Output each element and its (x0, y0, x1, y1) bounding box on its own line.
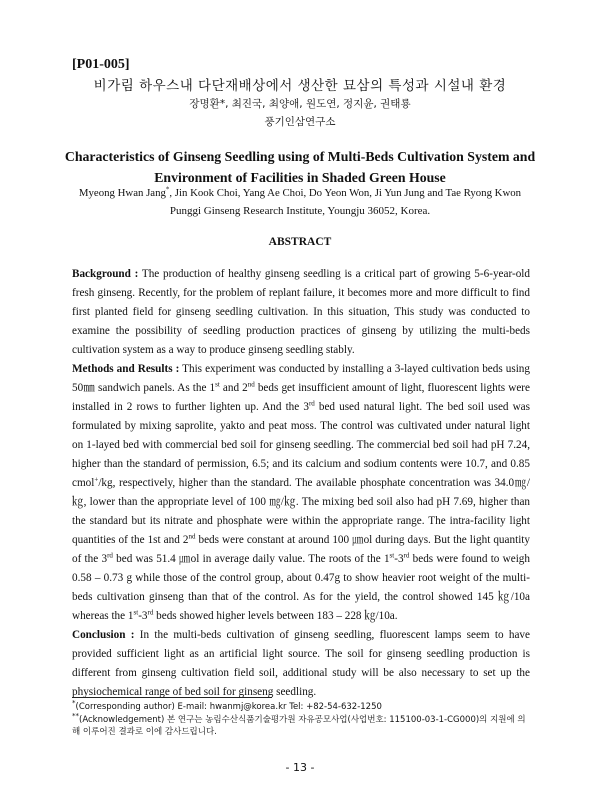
superscript: nd (188, 532, 196, 541)
conclusion-text: In the multi-beds cultivation of ginseng seedling, fluorescent lamps seem to have provided sufficient light as an artificial light source. The soil for ginseng seedling production is different from ginseng cultivation field soil, additional study will be also necessary to set up the physiochemical range of bed soil for ginseng seedling. (72, 629, 530, 698)
methods-text: -3 (138, 610, 148, 622)
superscript: rd (147, 608, 154, 617)
superscript: rd (107, 551, 113, 560)
background-paragraph (72, 265, 530, 360)
english-authors (0, 187, 600, 199)
footnote-text: (Acknowledgement) 본 연구는 농림수산식품기술평가원 자유공모사업(사업번호: 115100-03-1-CG000)의 지원에 의해 이루어진 결과로 이에 감사드립니다. (72, 714, 526, 737)
methods-text: beds were found to weigh 0.58 – 0.73 g while those of the control group, about 0.47g to show heavier root weight of the multi-beds cultivation ginseng than that of the control. As for the yield, the control showed 145 ㎏/10a whereas the 1 (72, 553, 530, 622)
english-title-line-2: Environment of Facilities in Shaded Green House (154, 170, 446, 185)
superscript: nd (247, 380, 255, 389)
methods-paragraph (72, 360, 530, 626)
coauthors: , Jin Kook Choi, Yang Ae Choi, Do Yeon Won, Ji Yun Jung and Tae Ryong Kwon (169, 187, 522, 199)
superscript: rd (403, 551, 410, 560)
footnote-mark: * (72, 699, 76, 708)
background-label: Background : (72, 268, 139, 280)
superscript: + (94, 475, 99, 484)
superscript: st (389, 551, 395, 560)
methods-text: beds were constant at around 100 ㎛ol during days. But the light quantity of the 3 (72, 534, 531, 565)
poster-code: [P01-005] (72, 57, 130, 72)
methods-text: /kg, respectively, higher than the standard. The available phosphate concentration was 34.0㎎/㎏, lower than the appropriate level of 100 ㎎/㎏. The mixing bed soil also had pH 7.69, higher than the standard but its nitrate and phosphate were within the appropriate range. The intra-facility light quantities of the 1st and 2 (72, 477, 530, 546)
methods-text: -3 (394, 553, 404, 565)
footnote-mark: ** (72, 711, 79, 720)
methods-label: Methods and Results : (72, 363, 180, 375)
english-title-line-1: Characteristics of Ginseng Seedling using of Multi-Beds Cultivation System and (64, 149, 536, 164)
methods-text: bed was 51.4 ㎛ol in average daily value. The roots of the 1 (112, 553, 390, 565)
conclusion-label: Conclusion : (72, 629, 135, 641)
corresponding-author: Myeong Hwan Jang (78, 187, 166, 199)
footnote-corresponding (72, 701, 532, 714)
methods-text: beds showed higher levels between 183 – 228 ㎏/10a. (153, 610, 398, 622)
korean-authors: 장명환*, 최진국, 최양애, 원도연, 정지윤, 권태룡 (189, 98, 411, 110)
abstract-body (72, 265, 530, 702)
korean-title: 비가림 하우스내 다단재배상에서 생산한 묘삼의 특성과 시설내 환경 (93, 78, 507, 94)
superscript: st (215, 380, 220, 389)
superscript: st (133, 608, 139, 617)
superscript: rd (308, 399, 315, 408)
corresponding-mark: * (165, 185, 170, 194)
methods-text: This experiment was conducted by installing a 3-layed cultivation beds using 50㎜ sandwich panels. As the 1 (72, 363, 530, 394)
conclusion-paragraph (72, 626, 530, 702)
page-number: - 13 - (285, 761, 315, 774)
footnote-acknowledgement (72, 711, 532, 739)
footnote-divider (72, 697, 272, 698)
footnotes (72, 701, 532, 739)
english-institution: Punggi Ginseng Research Institute, Youngju 36052, Korea. (169, 205, 431, 217)
methods-text: and 2 (219, 382, 248, 394)
methods-text: beds get insufficient amount of light, fluorescent lights were installed in 2 rows to further lighten up. And the 3 (72, 382, 530, 413)
english-title (60, 146, 540, 188)
background-text: The production of healthy ginseng seedling is a critical part of growing 5-6-year-old fresh ginseng. Recently, for the problem of replant failure, it becomes more and more difficult to find first planted field for ginseng seedling cultivation. In this situation, This study was conducted to examine the possibility of seedling production practices of ginseng by utilizing the multi-beds cultivation system as a way to produce ginseng seedling stably. (72, 268, 530, 356)
footnote-text: (Corresponding author) E-mail: hwanmj@korea.kr Tel: +82-54-632-1250 (75, 702, 382, 712)
korean-institution: 풍기인삼연구소 (264, 116, 336, 128)
methods-text: bed used natural light. The bed soil used was formulated by mixing saprolite, yakto and peat moss. The control was cultivated under natural light on 1-layed bed with commercial bed soil for ginseng seedling. The commercial bed soil had pH 7.24, higher than the standard of permission, 6.5; and its calcium and sodium contents were 10.7, and 0.85 cmol (72, 401, 531, 489)
abstract-heading: ABSTRACT (268, 236, 332, 248)
